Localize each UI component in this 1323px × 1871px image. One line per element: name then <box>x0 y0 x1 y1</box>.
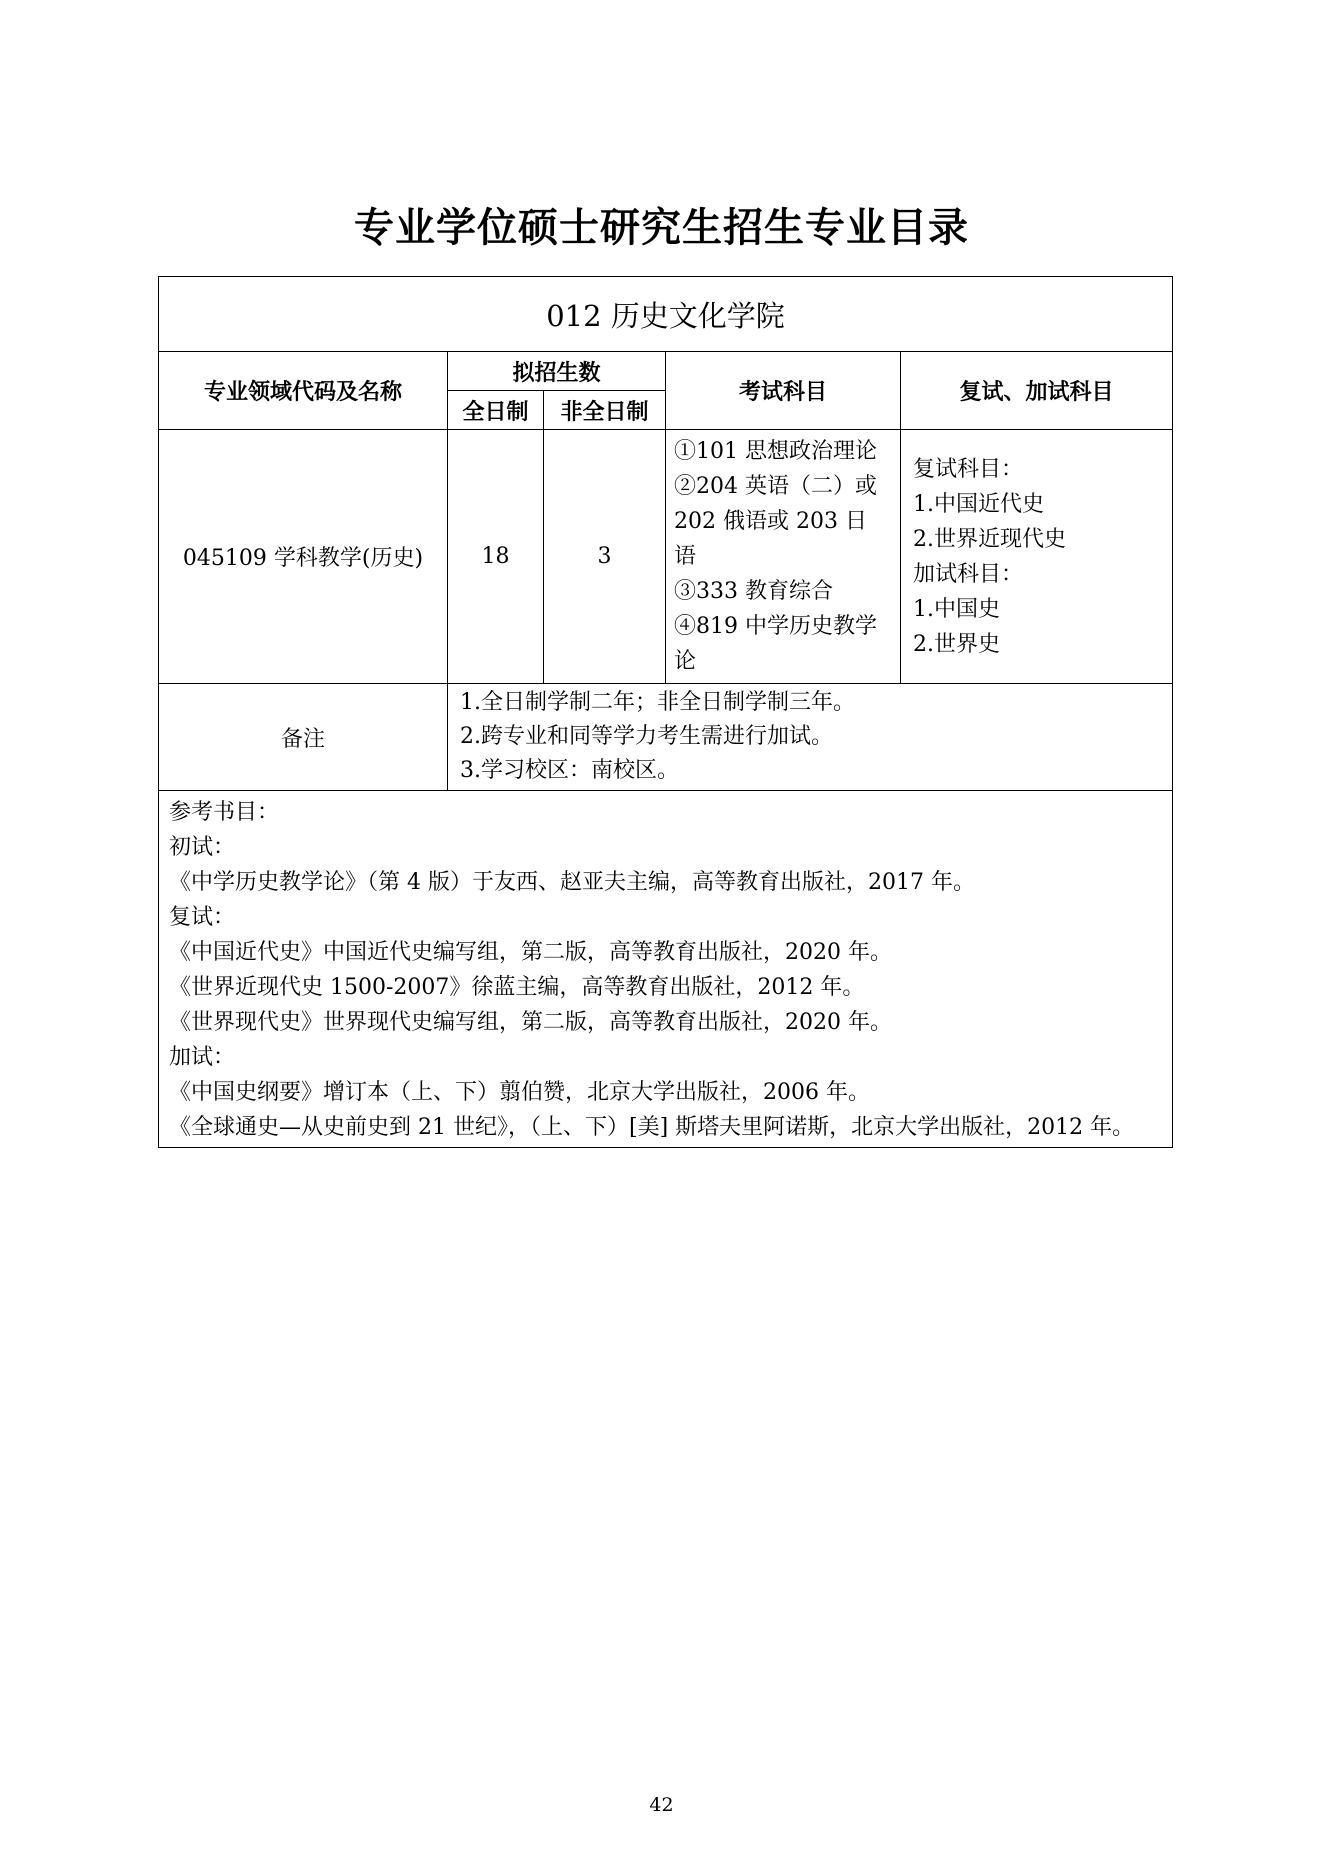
retest-subjects <box>901 430 1173 684</box>
college-row <box>159 277 1173 352</box>
header-major: 专业领域代码及名称 <box>159 352 448 430</box>
notes-label: 备注 <box>159 684 448 791</box>
program-row <box>159 430 1173 684</box>
header-full-time: 全日制 <box>448 391 544 430</box>
exam-line: ④819 中学历史教学 <box>674 614 877 639</box>
note-line: 2.跨专业和同等学力考生需进行加试。 <box>460 724 833 749</box>
reference-item: 《中国近代史》中国近代史编写组，第二版，高等教育出版社，2020 年。 <box>169 940 892 965</box>
exam-line: ②204 英语（二）或 <box>674 474 877 499</box>
header-plan: 拟招生数 <box>448 352 666 391</box>
header-part-time: 非全日制 <box>544 391 666 430</box>
note-line: 3.学习校区：南校区。 <box>460 758 679 783</box>
enrollment-catalog-table <box>158 276 1173 1148</box>
reference-item: 《中国史纲要》增订本（上、下）翦伯赞，北京大学出版社，2006 年。 <box>169 1080 870 1105</box>
document-title: 专业学位硕士研究生招生专业目录 <box>354 205 969 251</box>
exam-line: 202 俄语或 203 日 <box>674 509 867 534</box>
retest-line: 1.中国近代史 <box>913 491 1044 517</box>
retest-heading: 复试： <box>169 905 236 930</box>
extra-heading: 加试： <box>169 1045 236 1070</box>
retest-line: 1.中国史 <box>913 596 1000 622</box>
exam-line: ①101 思想政治理论 <box>674 439 877 464</box>
retest-line: 复试科目： <box>913 456 1024 482</box>
header-exam: 考试科目 <box>666 352 901 430</box>
references-heading: 参考书目： <box>169 800 280 825</box>
references-row <box>159 791 1173 1148</box>
retest-line: 2.世界近现代史 <box>913 526 1066 552</box>
reference-item: 《世界现代史》世界现代史编写组，第二版，高等教育出版社，2020 年。 <box>169 1010 892 1035</box>
header-retest: 复试、加试科目 <box>901 352 1173 430</box>
exam-line: 语 <box>674 544 697 569</box>
reference-item: 《中学历史教学论》（第 4 版）于友西、赵亚夫主编，高等教育出版社，2017 年。 <box>169 870 975 895</box>
notes-row <box>159 684 1173 791</box>
full-time-count: 18 <box>448 430 544 684</box>
exam-line: ③333 教育综合 <box>674 579 833 604</box>
program-name: 045109 学科教学(历史) <box>159 430 448 684</box>
exam-line: 论 <box>674 649 697 674</box>
exam-subjects <box>666 430 901 684</box>
part-time-count: 3 <box>544 430 666 684</box>
header-row <box>159 352 1173 391</box>
notes-content <box>448 684 1173 791</box>
reference-item: 《世界近现代史 1500-2007》徐蓝主编，高等教育出版社，2012 年。 <box>169 975 865 1000</box>
references <box>159 791 1173 1148</box>
retest-line: 2.世界史 <box>913 631 1000 657</box>
retest-line: 加试科目： <box>913 561 1024 587</box>
college-name: 012 历史文化学院 <box>159 277 1173 352</box>
note-line: 1.全日制学制二年；非全日制学制三年。 <box>460 690 855 715</box>
initial-heading: 初试： <box>169 835 236 860</box>
reference-item: 《全球通史—从史前史到 21 世纪》，（上、下）[美] 斯塔夫里阿诺斯，北京大学出版社，2012 年。 <box>169 1115 1135 1140</box>
page-number: 42 <box>649 1794 674 1816</box>
